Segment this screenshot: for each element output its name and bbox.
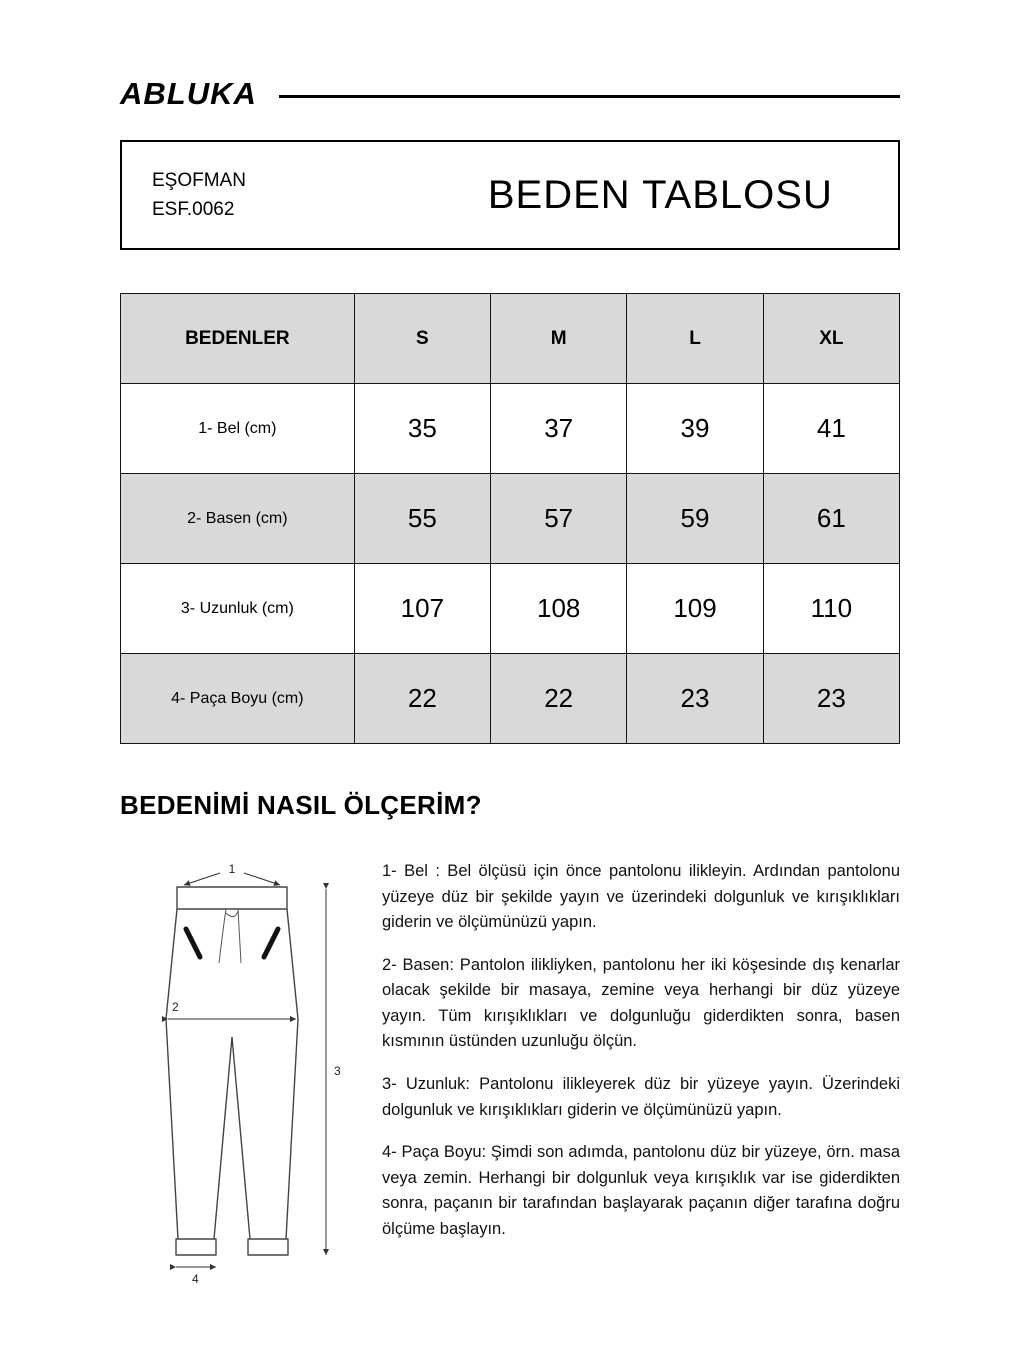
- product-info: [152, 166, 453, 225]
- row-label: 1- Bel (cm): [121, 384, 355, 474]
- page-title: BEDEN TABLOSU: [487, 172, 833, 217]
- row-label: 4- Paça Boyu (cm): [121, 654, 355, 744]
- instruction-uzunluk: 3- Uzunluk: Pantolonu ilikleyerek düz bir yüzeye yayın. Üzerindeki dolgunluk ve kırışıklıkları giderin ve ölçümünüzü yapın.: [382, 1074, 900, 1119]
- cell-value: 41: [763, 384, 899, 474]
- column-header-m: M: [491, 294, 627, 384]
- cell-value: 109: [627, 564, 763, 654]
- diagram-label-3: 3: [334, 1064, 341, 1078]
- cell-value: 110: [763, 564, 899, 654]
- column-header-xl: XL: [763, 294, 899, 384]
- cell-value: 108: [491, 564, 627, 654]
- header-box: [120, 140, 900, 250]
- table-row-basen: [121, 474, 900, 564]
- instruction-basen: 2- Basen: Pantolon ilikliyken, pantolonu her iki köşesinde dış kenarlar olacak şekilde bir masaya, zemine veya herhangi bir düz yüzeye yayın. Tüm kırışıklıkları ve dolgunluğu giderdikten sonra, basen kısmının üstünden uzunluğu ölçün.: [382, 955, 900, 1051]
- table-header-row: [121, 294, 900, 384]
- size-table: [120, 293, 900, 744]
- table-row-paca-boyu: [121, 654, 900, 744]
- product-code: ESF.0062: [152, 199, 235, 220]
- cell-value: 22: [491, 654, 627, 744]
- instruction-paca-boyu: 4- Paça Boyu: Şimdi son adımda, pantolonu düz bir yüzeye, örn. masa veya zemin. Herhangi bir dolgunluk veya kırışıklık var ise giderdikten sonra, paçanın bir tarafından başlayarak paçanın diğer tarafına doğru ölçüme başlayın.: [382, 1143, 900, 1238]
- section-title: BEDENİMİ NASIL ÖLÇERİM?: [120, 790, 482, 820]
- column-header-s: S: [354, 294, 490, 384]
- cell-value: 35: [354, 384, 490, 474]
- cell-value: 57: [491, 474, 627, 564]
- pants-diagram: [120, 859, 360, 1294]
- cell-value: 22: [354, 654, 490, 744]
- cell-value: 37: [491, 384, 627, 474]
- brand-divider-line: [279, 95, 900, 98]
- table-row-uzunluk: [121, 564, 900, 654]
- cell-value: 55: [354, 474, 490, 564]
- cell-value: 23: [763, 654, 899, 744]
- row-label: 3- Uzunluk (cm): [121, 564, 355, 654]
- instruction-bel: 1- Bel : Bel ölçüsü için önce pantolonu ilikleyin. Ardından pantolonu yüzeye düz bir şekilde yayın ve üzerindeki dolgunluk ve kırışıklıkları giderin ve ölçümünüzü yapın.: [382, 862, 900, 932]
- cell-value: 61: [763, 474, 899, 564]
- cell-value: 107: [354, 564, 490, 654]
- cell-value: 39: [627, 384, 763, 474]
- brand-row: [120, 76, 900, 112]
- table-row-bel: [121, 384, 900, 474]
- cell-value: 59: [627, 474, 763, 564]
- measure-instructions: [382, 859, 900, 1294]
- row-label: 2- Basen (cm): [121, 474, 355, 564]
- cell-value: 23: [627, 654, 763, 744]
- pants-illustration: [120, 859, 360, 1289]
- diagram-label-1: 1: [228, 862, 236, 876]
- measure-section: [120, 859, 900, 1294]
- column-header-sizes: BEDENLER: [121, 294, 355, 384]
- diagram-label-4: 4: [192, 1272, 199, 1286]
- brand-logo: ABLUKA: [120, 76, 257, 111]
- diagram-label-2: 2: [172, 1000, 179, 1014]
- product-name: EŞOFMAN: [152, 169, 246, 191]
- column-header-l: L: [627, 294, 763, 384]
